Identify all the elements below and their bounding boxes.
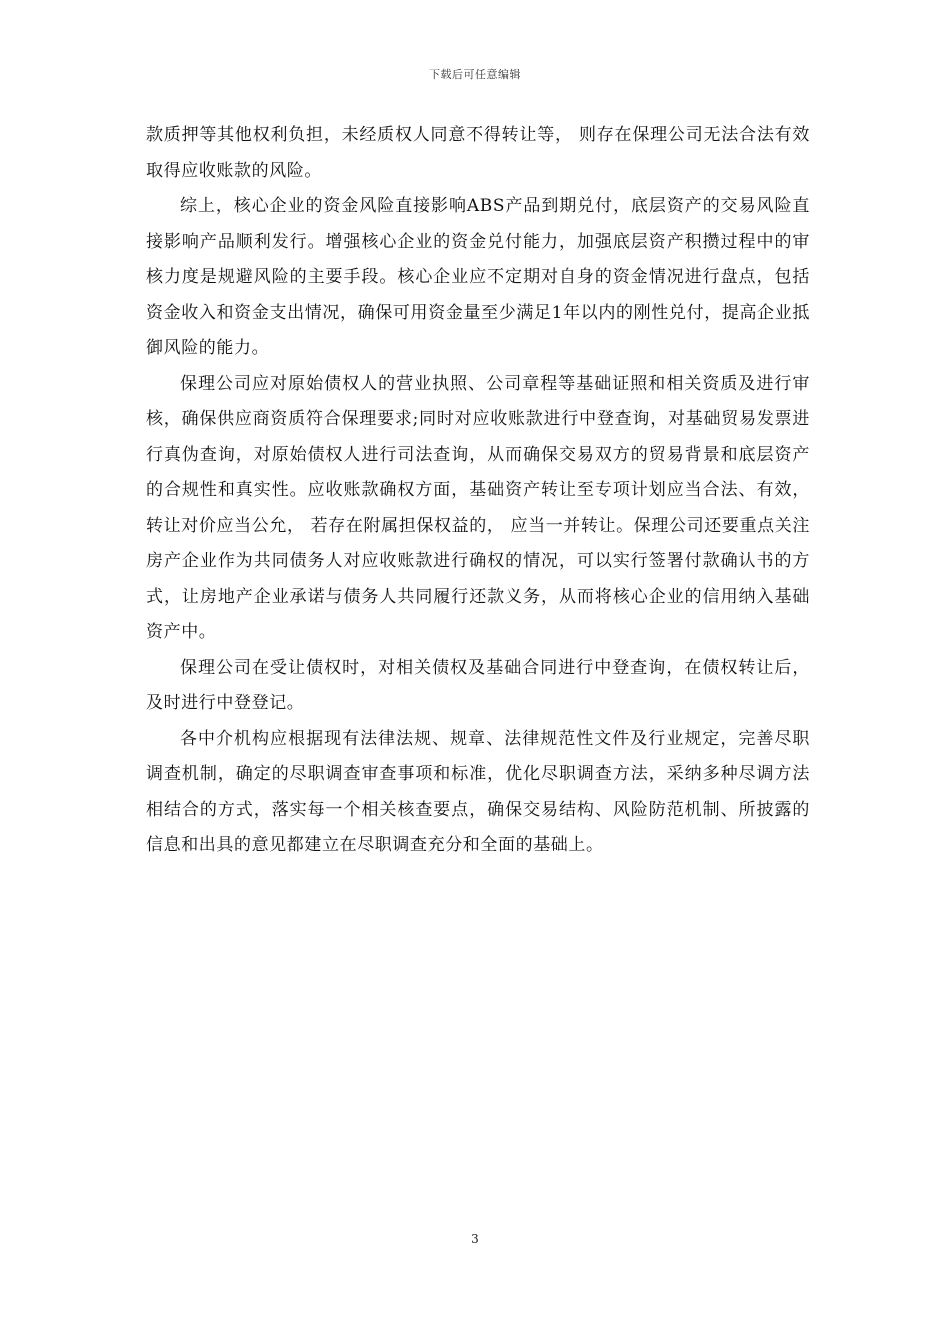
paragraph-4: 保理公司在受让债权时，对相关债权及基础合同进行中登查询，在债权转让后，及时进行中登登记。 — [146, 657, 810, 713]
paragraph-1: 款质押等其他权利负担，未经质权人同意不得转让等， 则存在保理公司无法合法有效取得应收账款的风险。 — [146, 125, 810, 181]
paragraph-5: 各中介机构应根据现有法律法规、规章、法律规范性文件及行业规定，完善尽职调查机制，确定的尽职调查审查事项和标准，优化尽职调查方法，采纳多种尽调方法相结合的方式，落实每一个相关核查要点，确保交易结构、风险防范机制、所披露的信息和出具的意见都建立在尽职调查充分和全面的基础上。 — [146, 728, 810, 855]
document-body — [146, 118, 810, 864]
page-number: 3 — [471, 1232, 479, 1246]
paragraph-3: 保理公司应对原始债权人的营业执照、公司章程等基础证照和相关资质及进行审核，确保供应商资质符合保理要求;同时对应收账款进行中登查询，对基础贸易发票进行真伪查询，对原始债权人进行司法查询，从而确保交易双方的贸易背景和底层资产的合规性和真实性。应收账款确权方面，基础资产转让至专项计划应当合法、有效， 转让对价应当公允， 若存在附属担保权益的， 应当一并转让。保理公司还要重点关注房产企业作为共同债务人对应收账款进行确权的情况，可以实行签署付款确认书的方式，让房地产企业承诺与债务人共同履行还款义务，从而将核心企业的信用纳入基础资产中。 — [146, 373, 810, 642]
page-header: 下载后可任意编辑 — [429, 68, 521, 81]
paragraph-2: 综上，核心企业的资金风险直接影响ABS产品到期兑付，底层资产的交易风险直接影响产品顺利发行。增强核心企业的资金兑付能力，加强底层资产积攒过程中的审核力度是规避风险的主要手段。核心企业应不定期对自身的资金情况进行盘点，包括资金收入和资金支出情况，确保可用资金量至少满足1年以内的刚性兑付，提高企业抵御风险的能力。 — [146, 196, 810, 358]
